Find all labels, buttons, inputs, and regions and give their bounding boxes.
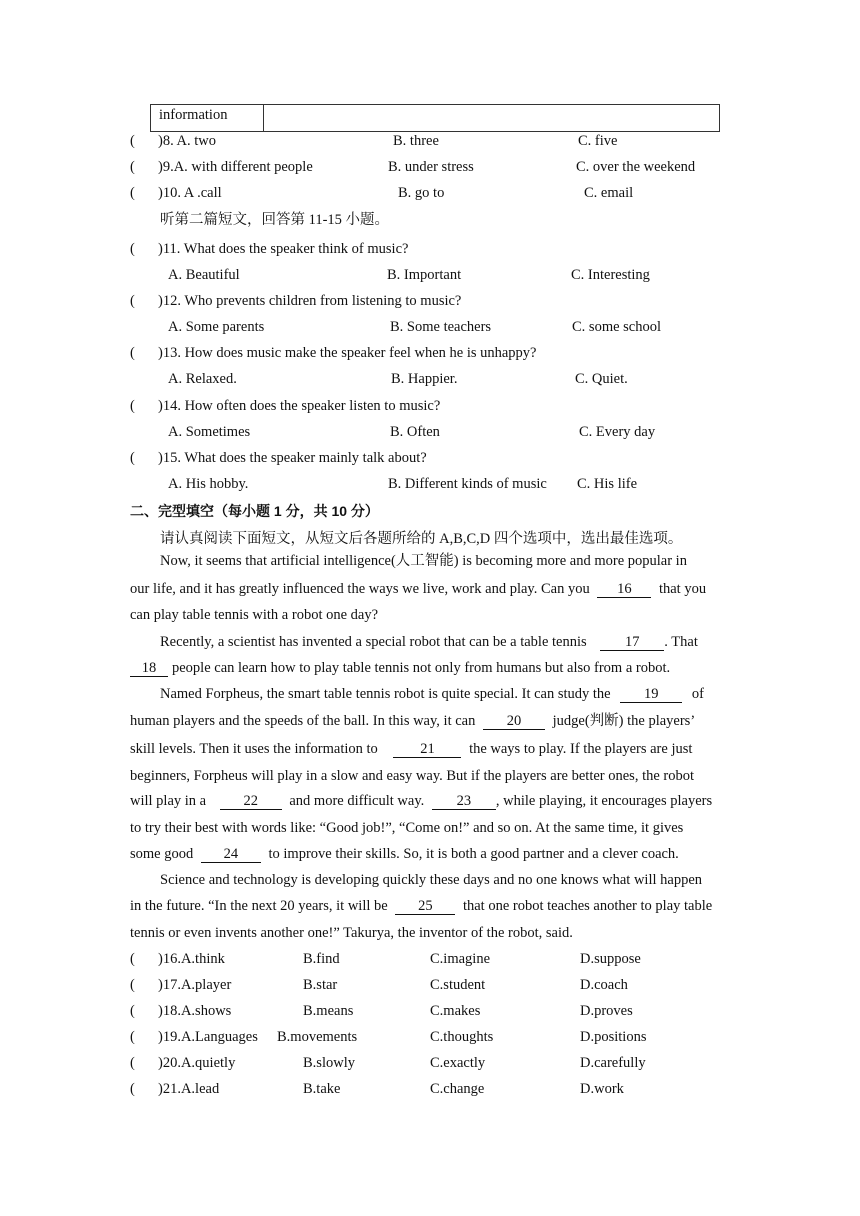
option-b: B.star bbox=[303, 977, 338, 993]
answer-paren: ( bbox=[130, 1003, 135, 1019]
option-c: C. email bbox=[584, 185, 634, 201]
passage-line bbox=[130, 580, 706, 598]
option-c: C. Quiet. bbox=[575, 371, 628, 387]
option-b: B. three bbox=[393, 133, 439, 149]
option-c: C.makes bbox=[430, 1003, 481, 1019]
answer-paren: ( bbox=[130, 185, 135, 201]
option-d: D.carefully bbox=[580, 1055, 646, 1071]
answer-paren: ( bbox=[130, 1081, 135, 1097]
option-d: D.coach bbox=[580, 977, 628, 993]
text: of bbox=[691, 686, 704, 702]
section-heading: 二、完型填空（每小题 1 分，共 10 分） bbox=[130, 503, 379, 519]
passage-line bbox=[130, 659, 670, 677]
text: human players and the speeds of the ball. In this way, it can bbox=[130, 713, 476, 729]
answer-paren: ( bbox=[130, 241, 135, 257]
option-b: B.means bbox=[303, 1003, 354, 1019]
passage-2-intro: 听第二篇短文，回答第 11-15 小题。 bbox=[160, 212, 390, 228]
option-c: C.exactly bbox=[430, 1055, 486, 1071]
passage-line bbox=[130, 792, 712, 810]
blank-19: 19 bbox=[620, 686, 682, 703]
option-a: A. Sometimes bbox=[168, 424, 251, 440]
option-d: D.positions bbox=[580, 1029, 647, 1045]
text: judge(判断) the players’ bbox=[552, 713, 696, 729]
text: skill levels. Then it uses the information to bbox=[130, 741, 378, 757]
option-c: C.change bbox=[430, 1081, 485, 1097]
answer-paren: ( bbox=[130, 159, 135, 175]
answer-paren: ( bbox=[130, 133, 135, 149]
option-b: B.movements bbox=[277, 1029, 358, 1045]
option-a: )16.A.think bbox=[158, 951, 225, 967]
question-stem: )14. How often does the speaker listen to music? bbox=[158, 398, 441, 414]
passage-line bbox=[130, 845, 679, 863]
option-b: B. Important bbox=[387, 267, 462, 283]
option-c: C.imagine bbox=[430, 951, 491, 967]
answer-table-fragment bbox=[150, 104, 720, 132]
table-cell-label: information bbox=[159, 107, 228, 123]
option-a: A. Some parents bbox=[168, 319, 265, 335]
option-c: C. over the weekend bbox=[576, 159, 696, 175]
option-b: B. Some teachers bbox=[390, 319, 492, 335]
question-stem: )15. What does the speaker mainly talk about? bbox=[158, 450, 427, 466]
text: will play in a bbox=[130, 793, 207, 809]
option-c: C. His life bbox=[577, 476, 638, 492]
answer-paren: ( bbox=[130, 977, 135, 993]
option-b: B. Happier. bbox=[391, 371, 458, 387]
option-a: A. His hobby. bbox=[168, 476, 249, 492]
passage-line: can play table tennis with a robot one day? bbox=[130, 607, 379, 623]
passage-line bbox=[160, 633, 698, 651]
option-d: D.work bbox=[580, 1081, 624, 1097]
option-a: )19.A.Languages bbox=[158, 1029, 258, 1045]
blank-18: 18 bbox=[130, 660, 168, 677]
blank-25: 25 bbox=[395, 898, 455, 915]
passage-line: tennis or even invents another one!” Takurya, the inventor of the robot, said. bbox=[130, 925, 573, 941]
passage-line: to try their best with words like: “Good job!”, “Come on!” and so on. At the same time, it gives bbox=[130, 820, 684, 836]
option-b: B. Different kinds of music bbox=[388, 476, 547, 492]
option-a: )8. A. two bbox=[158, 133, 216, 149]
question-stem: )11. What does the speaker think of music? bbox=[158, 241, 409, 257]
option-a: A. Relaxed. bbox=[168, 371, 237, 387]
text: to improve their skills. So, it is both a good partner and a clever coach. bbox=[268, 846, 679, 862]
blank-21: 21 bbox=[393, 741, 461, 758]
answer-paren: ( bbox=[130, 345, 135, 361]
option-a: A. Beautiful bbox=[168, 267, 240, 283]
text: people can learn how to play table tennis not only from humans but also from a robot. bbox=[172, 660, 671, 676]
passage-line bbox=[130, 740, 692, 758]
text: Named Forpheus, the smart table tennis robot is quite special. It can study the bbox=[160, 686, 611, 702]
option-a: )17.A.player bbox=[158, 977, 232, 993]
option-a: )21.A.lead bbox=[158, 1081, 220, 1097]
option-a: )18.A.shows bbox=[158, 1003, 232, 1019]
text: some good bbox=[130, 846, 194, 862]
option-d: D.suppose bbox=[580, 951, 641, 967]
option-a: )20.A.quietly bbox=[158, 1055, 236, 1071]
text: Recently, a scientist has invented a special robot that can be a table tennis bbox=[160, 634, 587, 650]
answer-paren: ( bbox=[130, 1029, 135, 1045]
option-b: B.find bbox=[303, 951, 340, 967]
passage-line: Now, it seems that artificial intelligence(人工智能) is becoming more and more popular in bbox=[160, 553, 687, 569]
text: in the future. “In the next 20 years, it will be bbox=[130, 898, 388, 914]
option-c: C. Interesting bbox=[571, 267, 650, 283]
answer-paren: ( bbox=[130, 293, 135, 309]
passage-line bbox=[130, 712, 695, 730]
text: our life, and it has greatly influenced the ways we live, work and play. Can you bbox=[130, 581, 590, 597]
blank-20: 20 bbox=[483, 713, 545, 730]
blank-24: 24 bbox=[201, 846, 261, 863]
text: that one robot teaches another to play table bbox=[462, 898, 713, 914]
option-b: B.slowly bbox=[303, 1055, 355, 1071]
option-b: B. under stress bbox=[388, 159, 474, 175]
answer-paren: ( bbox=[130, 398, 135, 414]
blank-17: 17 bbox=[600, 634, 664, 651]
answer-paren: ( bbox=[130, 1055, 135, 1071]
passage-line: Science and technology is developing quickly these days and no one knows what will happen bbox=[160, 872, 703, 888]
option-c: C.thoughts bbox=[430, 1029, 494, 1045]
text: . That bbox=[664, 634, 698, 650]
option-a: )9.A. with different people bbox=[158, 159, 313, 175]
text: , while playing, it encourages players bbox=[495, 793, 713, 809]
blank-22: 22 bbox=[220, 793, 282, 810]
answer-paren: ( bbox=[130, 951, 135, 967]
option-a: )10. A .call bbox=[158, 185, 222, 201]
answer-paren: ( bbox=[130, 450, 135, 466]
option-d: D.proves bbox=[580, 1003, 633, 1019]
question-stem: )12. Who prevents children from listening to music? bbox=[158, 293, 462, 309]
option-c: C. Every day bbox=[579, 424, 656, 440]
option-c: C. five bbox=[578, 133, 618, 149]
blank-23: 23 bbox=[432, 793, 496, 810]
passage-line bbox=[130, 897, 712, 915]
option-b: B.take bbox=[303, 1081, 341, 1097]
option-b: B. go to bbox=[398, 185, 445, 201]
option-b: B. Often bbox=[390, 424, 440, 440]
text: the ways to play. If the players are just bbox=[469, 741, 693, 757]
blank-16: 16 bbox=[597, 581, 651, 598]
passage-line bbox=[160, 685, 704, 703]
option-c: C. some school bbox=[572, 319, 662, 335]
text: and more difficult way. bbox=[289, 793, 425, 809]
cloze-instruction: 请认真阅读下面短文，从短文后各题所给的 A,B,C,D 四个选项中，选出最佳选项。 bbox=[160, 531, 683, 547]
table-divider bbox=[263, 105, 264, 131]
option-c: C.student bbox=[430, 977, 486, 993]
text: that you bbox=[658, 581, 707, 597]
passage-line: beginners, Forpheus will play in a slow and easy way. But if the players are better ones, the robot bbox=[130, 768, 695, 784]
question-stem: )13. How does music make the speaker feel when he is unhappy? bbox=[158, 345, 537, 361]
